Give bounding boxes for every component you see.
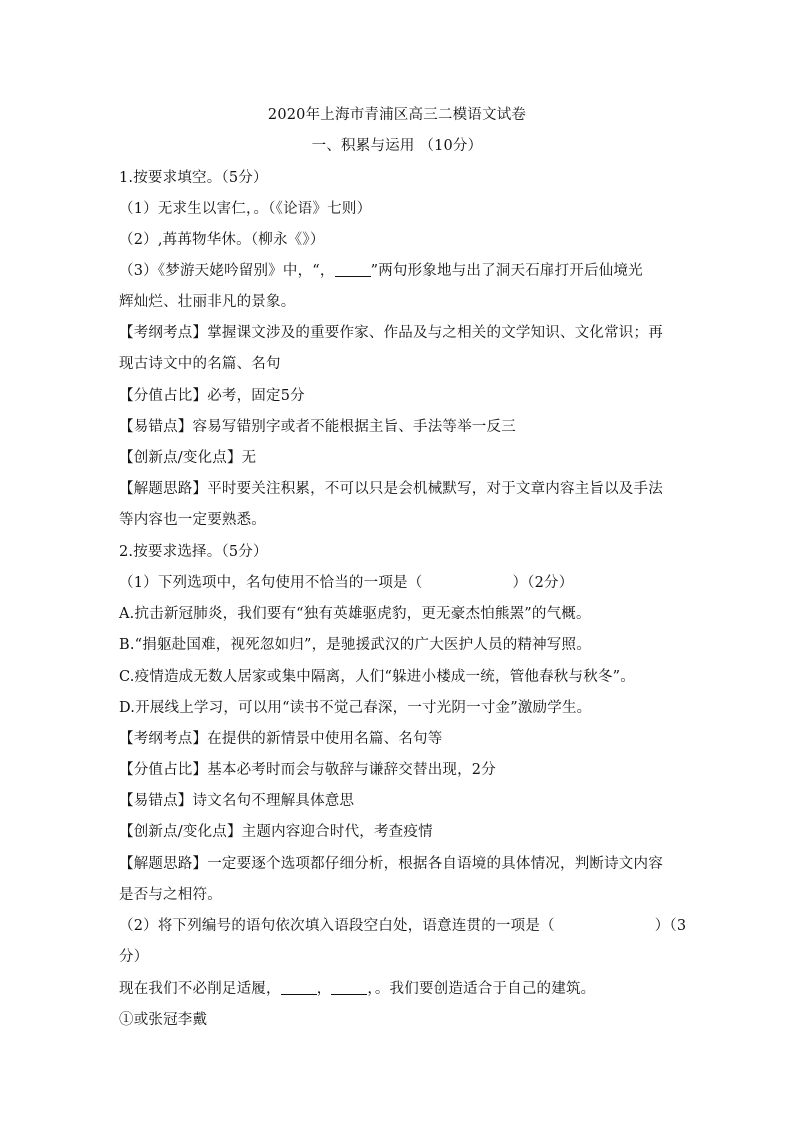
q2-yicuo: 【易错点】诗文名句不理解具体意思: [119, 793, 355, 809]
fill-blank: [335, 262, 371, 277]
q1-yicuo: 【易错点】容易写错别字或者不能根据主旨、手法等举一反三: [119, 419, 516, 435]
q2-sub-1: [119, 571, 679, 592]
q2-sub-1-text-a: （1）下列选项中，名句使用不恰当的一项是（: [119, 575, 423, 591]
q2-passage-text-a: 现在我们不必削足适履，: [119, 981, 281, 997]
q1-kaogang: 【考纲考点】掌握课文涉及的重要作家、作品及与之相关的文学知识、文化常识；再: [119, 325, 663, 341]
q1-chuangxin: 【创新点/变化点】无: [119, 450, 257, 466]
q1-jieti: 【解题思路】平时要关注积累，不可以只是会机械默写，对于文章内容主旨以及手法: [119, 481, 663, 497]
q2-sub-2-text-a: （2）将下列编号的语句依次填入语段空白处，语意连贯的一项是（: [119, 918, 555, 934]
fill-blank: [331, 980, 367, 995]
q2-kaogang: 【考纲考点】在提供的新情景中使用名篇、名句等: [119, 731, 443, 747]
q1-item-3-cont: 辉灿烂、壮丽非凡的景象。: [119, 294, 296, 310]
q2-passage-text-c: ，。我们要创造适合于自己的建筑。: [367, 981, 596, 997]
q2-chuangxin: 【创新点/变化点】主题内容迎合时代，考查疫情: [119, 824, 433, 840]
q2-option-d: D.开展线上学习，可以用“读书不觉己春深，一寸光阴一寸金”激励学生。: [119, 700, 592, 716]
q2-choice-1: ①或张冠李戴: [119, 1012, 208, 1028]
q1-jieti-cont: 等内容也一定要熟悉。: [119, 512, 266, 528]
fill-blank: [281, 980, 317, 995]
exam-title: 2020年上海市青浦区高三二模语文试卷: [267, 107, 527, 123]
q2-jieti: 【解题思路】一定要逐个选项都仔细分析，根据各自语境的具体情况，判断诗文内容: [119, 856, 663, 872]
q1-stem: 1.按要求填空。（5分）: [119, 170, 268, 186]
q2-passage-text-b: ，: [316, 981, 332, 997]
q1-kaogang-cont: 现古诗文中的名篇、名句: [119, 356, 281, 372]
q2-option-a: A.抗击新冠肺炎，我们要有“独有英雄驱虎豹，更无豪杰怕熊罴”的气概。: [119, 606, 591, 622]
q1-item-3-text-b: ”两句形象地与出了洞天石扉打开后仙境光: [370, 263, 643, 279]
q1-item-2: （2）,苒苒物华休。（柳永《》）: [119, 232, 325, 248]
q1-fenzhi: 【分值占比】必考，固定5分: [119, 388, 305, 404]
q1-item-1: （1）无求生以害仁，。（《论语》七则）: [119, 201, 372, 217]
q2-option-c: C.疫情造成无数人居家或集中隔离，人们“躲进小楼成一统，管他春秋与秋冬”。: [119, 669, 635, 685]
q1-item-3: [119, 259, 679, 280]
q2-fenzhi: 【分值占比】基本必考时而会与敬辞与谦辞交替出现，2分: [119, 762, 496, 778]
q2-jieti-cont: 是否与之相符。: [119, 887, 222, 903]
q2-sub-2: [119, 914, 687, 935]
q2-sub-2-text-b: ）（3: [654, 918, 687, 934]
q2-sub-2-cont: 分）: [119, 949, 149, 965]
q2-option-b: B.“捐躯赴国难，视死忽如归”，是驰援武汉的广大医护人员的精神写照。: [119, 637, 591, 653]
section-heading: 一、积累与运用 （10分）: [311, 138, 483, 154]
q2-sub-1-text-b: ）（2分）: [512, 575, 574, 591]
q1-item-3-text-a: （3）《梦游天姥吟留别》中，“，: [119, 263, 335, 279]
q2-stem: 2.按要求选择。（5分）: [119, 544, 268, 560]
q2-passage: [119, 977, 679, 998]
